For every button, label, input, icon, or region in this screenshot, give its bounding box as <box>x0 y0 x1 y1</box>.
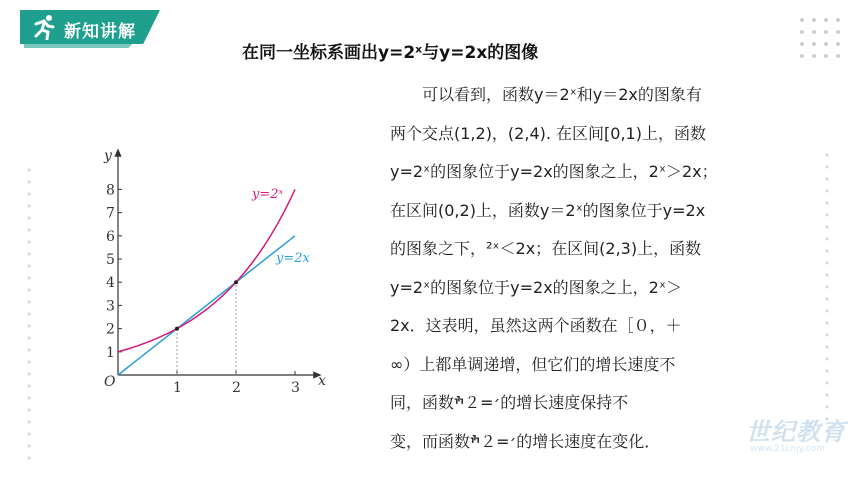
decorative-dot-grid <box>798 16 850 60</box>
text-line: y=2ˣ的图象位于y=2x的图象之上，2ˣ＞2x； <box>390 162 718 181</box>
curve-label: y=2ˣ <box>252 187 284 202</box>
text-line: 两个交点(1,2)，(2,4). 在区间[0,1)上，函数 <box>390 123 706 143</box>
watermark-url: www.21cnjy.com <box>750 444 825 454</box>
y-tick-label: 8 <box>106 182 115 199</box>
text-line: 的图象之下，²ˣ＜2x；在区间(2,3)上，函数 <box>390 239 702 258</box>
line-label: y=2x <box>276 251 310 266</box>
curve-y-2-pow-x <box>118 189 295 351</box>
watermark-logo <box>706 408 846 468</box>
line-y-2x <box>118 236 295 375</box>
text-line: y=2ˣ的图象位于y=2x的图象之上，2ˣ＞ <box>390 277 682 297</box>
y-axis-label: y <box>104 148 112 164</box>
intersection-point-1-2 <box>175 327 179 331</box>
x-tick-label: 3 <box>291 380 300 396</box>
x-tick-label: 2 <box>232 380 241 396</box>
y-tick-label: 5 <box>106 252 115 268</box>
text-line: ∞）上都单调递增，但它们的增长速度不 <box>390 354 676 374</box>
decorative-dot-column-right <box>824 150 830 450</box>
y-tick-label: 4 <box>106 275 115 292</box>
text-line: 可以看到，函数y＝2ˣ和y＝2x的图象有 <box>390 85 702 104</box>
slide-heading: 在同一坐标系画出y=2ˣ与y=2x的图像 <box>242 43 539 63</box>
function-graph <box>100 140 340 400</box>
text-line: 同，函数׳=２ׯ的增长速度保持不 <box>390 393 629 412</box>
origin-label: O <box>104 374 116 390</box>
text-line: 变，而函数׳=２ׯ的增长速度在变化． <box>390 431 661 451</box>
decorative-dot-column-left <box>26 165 32 465</box>
section-badge <box>20 10 160 46</box>
y-tick-label: 3 <box>106 298 115 315</box>
watermark-text: 世纪教育 <box>746 418 846 446</box>
y-tick-label: 2 <box>106 321 115 338</box>
running-figure-icon <box>30 14 58 40</box>
badge-title: 新知讲解 <box>64 22 136 42</box>
x-axis-label: x <box>318 373 326 389</box>
y-tick-marks <box>106 182 122 360</box>
text-line: 在区间(0,2)上，函数y＝2ˣ的图象位于y=2x <box>390 200 706 220</box>
y-tick-label: 7 <box>106 205 115 222</box>
y-tick-label: 1 <box>106 344 115 361</box>
y-tick-label: 6 <box>106 228 115 245</box>
x-tick-label: 1 <box>173 380 182 396</box>
intersection-point-2-4 <box>234 280 238 284</box>
text-line: 2x．这表明，虽然这两个函数在［０，＋ <box>390 316 682 335</box>
